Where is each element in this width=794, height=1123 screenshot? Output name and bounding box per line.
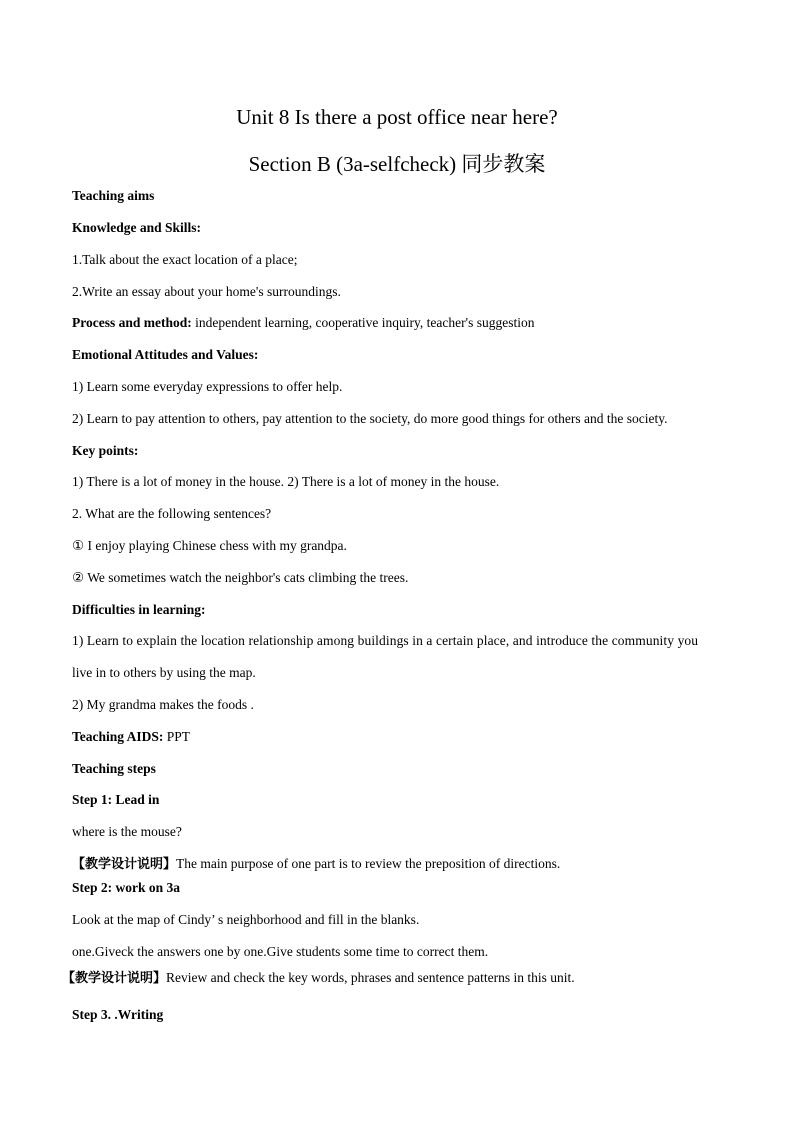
step-1-question: where is the mouse? [72, 824, 182, 839]
design-note-label: 【教学设计说明】 [72, 857, 177, 872]
design-note-1 [72, 857, 560, 871]
teaching-aids-line [72, 730, 190, 744]
teaching-aids-text: PPT [163, 729, 191, 744]
difficulty-1-line-2: live in to others by using the map. [72, 665, 256, 680]
step-3-heading: Step 3. .Writing [72, 1007, 164, 1022]
document-title: Unit 8 Is there a post office near here? [236, 105, 558, 129]
design-note-2 [62, 971, 575, 985]
process-method-line [72, 316, 534, 330]
emotional-item-1: 1) Learn some everyday expressions to offer help. [72, 379, 343, 394]
heading-teaching-steps: Teaching steps [72, 761, 156, 776]
design-note-label: 【教学设计说明】 [62, 971, 167, 986]
key-point-2: 2. What are the following sentences? [72, 506, 272, 521]
design-note-text: Review and check the key words, phrases and sentence patterns in this unit. [166, 970, 575, 985]
difficulty-1-line-1: 1) Learn to explain the location relationship among buildings in a certain place, and introduce the community you [72, 633, 699, 648]
heading-teaching-aims: Teaching aims [72, 188, 155, 203]
document-subtitle: Section B (3a-selfcheck) 同步教案 [248, 152, 546, 176]
emotional-item-2: 2) Learn to pay attention to others, pay attention to the society, do more good things for others and the society. [72, 411, 668, 426]
heading-key-points: Key points: [72, 443, 139, 458]
key-point-1: 1) There is a lot of money in the house. 2) There is a lot of money in the house. [72, 474, 500, 489]
process-method-label: Process and method: [72, 315, 192, 330]
step-2-instruction: Look at the map of Cindy’ s neighborhood and fill in the blanks. [72, 912, 420, 927]
heading-difficulties: Difficulties in learning: [72, 602, 206, 617]
heading-knowledge-skills: Knowledge and Skills: [72, 220, 202, 235]
design-note-text: The main purpose of one part is to review the preposition of directions. [176, 856, 561, 871]
knowledge-skill-1: 1.Talk about the exact location of a place; [72, 252, 298, 267]
process-method-text: independent learning, cooperative inquiry, teacher's suggestion [191, 315, 535, 330]
heading-emotional-attitudes: Emotional Attitudes and Values: [72, 347, 259, 362]
step-1-heading: Step 1: Lead in [72, 792, 160, 807]
step-2-heading: Step 2: work on 3a [72, 880, 181, 895]
key-point-sentence-2: ② We sometimes watch the neighbor's cats climbing the trees. [72, 570, 409, 585]
knowledge-skill-2: 2.Write an essay about your home's surroundings. [72, 284, 341, 299]
teaching-aids-label: Teaching AIDS: [72, 729, 164, 744]
difficulty-2: 2) My grandma makes the foods . [72, 697, 254, 712]
key-point-sentence-1: ① I enjoy playing Chinese chess with my grandpa. [72, 538, 347, 553]
step-2-answers: one.Giveck the answers one by one.Give students some time to correct them. [72, 944, 489, 959]
